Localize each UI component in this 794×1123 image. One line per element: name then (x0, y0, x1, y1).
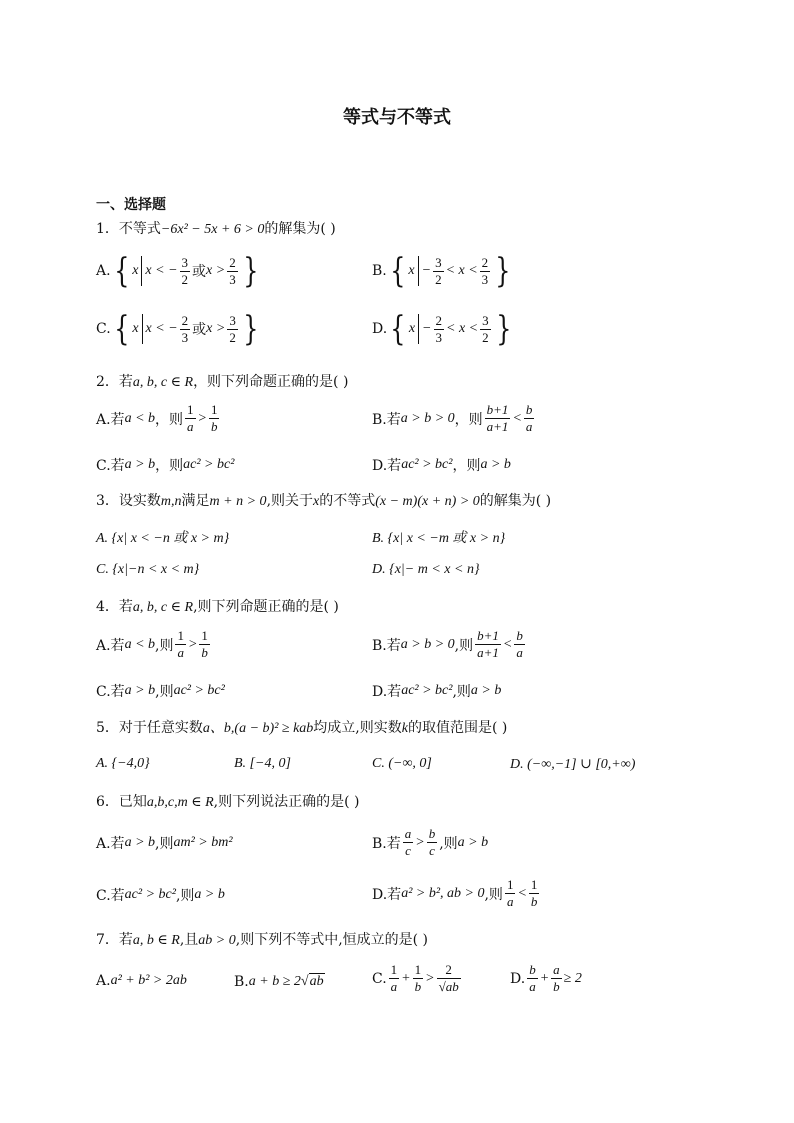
q4-option-c[interactable]: C.若 a > b ,则 ac² > bc² (96, 683, 225, 700)
q6-option-a[interactable]: A.若 a > b ,则 am² > bm² (96, 835, 233, 852)
page-title: 等式与不等式 (343, 107, 451, 128)
q3-option-c[interactable]: C. {x|−n < x < m} (96, 562, 200, 577)
q2-option-a[interactable]: A.若 a < b ，则 $\frac{1}{a}$ > $\frac{1}{b}$ (96, 402, 218, 434)
q4-option-a[interactable]: A.若 a < b ,则 $\frac{1}{a}$ > $\frac{1}{b}$ (96, 628, 208, 660)
question-7: 7．若a, b ∈ R,且ab > 0,则下列不等式中,恒成立的是( ) (96, 932, 429, 948)
q2-option-d[interactable]: D.若 ac² > bc² ，则 a > b (372, 457, 511, 474)
q5-option-c[interactable]: C. (−∞, 0] (372, 756, 432, 771)
q1-option-a[interactable]: A. { x x < − $\frac{3}{2}$ 或 x > $\frac{2}{3}$ } (96, 251, 259, 291)
q2-option-c[interactable]: C.若 a > b ，则 ac² > bc² (96, 457, 235, 474)
q5-option-d[interactable]: D. (−∞,−1] ∪ [0,+∞) (510, 757, 636, 772)
q2-option-b[interactable]: B.若 a > b > 0 ，则 $\frac{b+1}{a+1}$ < $\frac{b}{a}$ (372, 402, 533, 434)
question-5: 5．对于任意实数a、b,(a − b)² ≥ kab均成立,则实数k的取值范围是( ) (96, 720, 508, 736)
question-1: 1．不等式−6x² − 5x + 6 > 0的解集为( ) (96, 221, 336, 237)
q3-option-b[interactable]: B. {x| x < −m 或 x > n} (372, 531, 506, 546)
question-3: 3．设实数m,n满足m + n > 0,则关于x的不等式(x − m)(x + n) > 0的解集为( ) (96, 493, 552, 509)
q4-option-d[interactable]: D.若 ac² > bc² ,则 a > b (372, 683, 502, 700)
q1-option-b[interactable]: B. { x − $\frac{3}{2}$ < x < $\frac{2}{3}$ } (372, 251, 511, 291)
q5-option-a[interactable]: A. {−4,0} (96, 756, 150, 771)
q4-option-b[interactable]: B.若 a > b > 0 ,则 $\frac{b+1}{a+1}$ < $\frac{b}{a}$ (372, 628, 523, 660)
q7-option-d[interactable]: D. $\frac{b}{a}$ + $\frac{a}{b}$ ≥ 2 (510, 962, 582, 994)
q7-option-c[interactable]: C. $\frac{1}{a}$ + $\frac{1}{b}$ > $\frac{2}{√ab}$ (372, 962, 459, 994)
q5-option-b[interactable]: B. [−4, 0] (234, 756, 291, 771)
q6-option-d[interactable]: D.若 a² > b², ab > 0 ,则 $\frac{1}{a}$ < $\frac{1}{b}$ (372, 877, 538, 909)
q3-option-a[interactable]: A. {x| x < −n 或 x > m} (96, 531, 230, 546)
q6-option-b[interactable]: B.若 $\frac{a}{c}$ > $\frac{b}{c}$ ,则 a > b (372, 826, 489, 858)
section-heading: 一、选择题 (96, 197, 166, 213)
question-4: 4．若a, b, c ∈ R,则下列命题正确的是( ) (96, 599, 339, 615)
q7-option-a[interactable]: A. a² + b² > 2ab (96, 973, 187, 989)
q6-option-c[interactable]: C.若 ac² > bc² ,则 a > b (96, 887, 225, 904)
question-6: 6．已知a,b,c,m ∈ R,则下列说法正确的是( ) (96, 794, 360, 810)
q1-option-d[interactable]: D. { x − $\frac{2}{3}$ < x < $\frac{3}{2}$ } (372, 309, 512, 349)
q7-option-b[interactable]: B. a + b ≥ 2 √ ab (234, 973, 324, 990)
q1-option-c[interactable]: C. { x x < − $\frac{2}{3}$ 或 x > $\frac{3}{2}$ } (96, 309, 259, 349)
q3-option-d[interactable]: D. {x|− m < x < n} (372, 562, 480, 577)
question-2: 2．若a, b, c ∈ R，则下列命题正确的是( ) (96, 374, 349, 390)
